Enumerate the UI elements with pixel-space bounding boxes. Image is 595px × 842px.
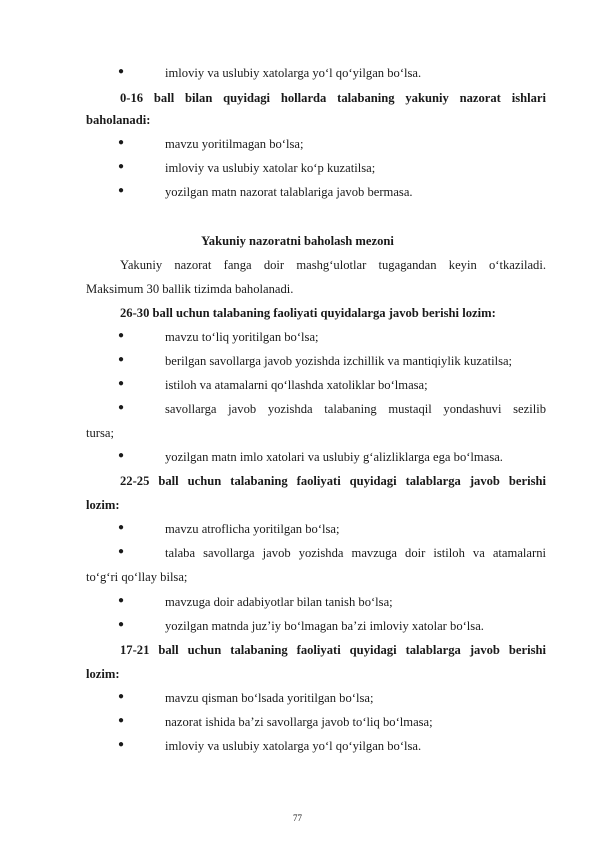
- criteria-heading: 26-30 ball uchun talabaning faoliyati quyidalarga javob berishi lozim:: [120, 306, 496, 320]
- bullet-icon: ●: [118, 546, 125, 557]
- list-item: mavzu yoritilmagan bo‘lsa;: [165, 137, 304, 151]
- list-item: imloviy va uslubiy xatolarga yo‘l qo‘yilgan bo‘lsa.: [165, 739, 422, 753]
- page-number: 77: [293, 813, 302, 823]
- criteria-heading: 17-21 ball uchun talabaning faoliyati quyidagi talablarga javob berishi: [120, 643, 546, 657]
- list-item: talaba savollarga javob yozishda mavzuga doir istiloh va atamalarni: [165, 546, 546, 560]
- list-item: yozilgan matnda juz’iy bo‘lmagan ba’zi imloviy xatolar bo‘lsa.: [165, 619, 484, 633]
- list-item-cont: to‘g‘ri qo‘llay bilsa;: [86, 570, 188, 584]
- bullet-icon: ●: [118, 137, 125, 148]
- list-item-cont: tursa;: [86, 426, 114, 440]
- criteria-heading: 22-25 ball uchun talabaning faoliyati quyidagi talablarga javob berishi: [120, 474, 546, 488]
- bullet-icon: ●: [118, 185, 125, 196]
- list-item: savollarga javob yozishda talabaning mustaqil yondashuvi sezilib: [165, 402, 546, 416]
- bullet-icon: ●: [118, 595, 125, 606]
- paragraph-line: Yakuniy nazorat fanga doir mashg‘ulotlar tugagandan keyin o‘tkaziladi.: [120, 258, 546, 272]
- bullet-icon: ●: [118, 450, 125, 461]
- list-item: yozilgan matn nazorat talablariga javob bermasa.: [165, 185, 413, 199]
- list-item: nazorat ishida ba’zi savollarga javob to‘liq bo‘lmasa;: [165, 715, 433, 729]
- bullet-icon: ●: [118, 619, 125, 630]
- bullet-icon: ●: [118, 354, 125, 365]
- list-item: mavzu qisman bo‘lsada yoritilgan bo‘lsa;: [165, 691, 374, 705]
- section-heading-cont: baholanadi:: [86, 113, 151, 127]
- list-item: yozilgan matn imlo xatolari va uslubiy g‘alizliklarga ega bo‘lmasa.: [165, 450, 503, 464]
- bullet-icon: ●: [118, 522, 125, 533]
- bullet-icon: ●: [118, 161, 125, 172]
- paragraph-line: Maksimum 30 ballik tizimda baholanadi.: [86, 282, 294, 296]
- section-title: Yakuniy nazoratni baholash mezoni: [201, 234, 394, 248]
- list-item: imloviy va uslubiy xatolar ko‘p kuzatilsa;: [165, 161, 376, 175]
- list-item: berilgan savollarga javob yozishda izchillik va mantiqiylik kuzatilsa;: [165, 354, 513, 368]
- section-heading: 0-16 ball bilan quyidagi hollarda talabaning yakuniy nazorat ishlari: [120, 91, 546, 105]
- list-item: mavzu to‘liq yoritilgan bo‘lsa;: [165, 330, 319, 344]
- list-item: mavzuga doir adabiyotlar bilan tanish bo‘lsa;: [165, 595, 393, 609]
- bullet-icon: ●: [118, 66, 125, 77]
- bullet-icon: ●: [118, 739, 125, 750]
- criteria-heading-cont: lozim:: [86, 498, 120, 512]
- list-item: imloviy va uslubiy xatolarga yo‘l qo‘yilgan bo‘lsa.: [165, 66, 422, 80]
- criteria-heading-cont: lozim:: [86, 667, 120, 681]
- bullet-icon: ●: [118, 330, 125, 341]
- bullet-icon: ●: [118, 691, 125, 702]
- list-item: istiloh va atamalarni qo‘llashda xatoliklar bo‘lmasa;: [165, 378, 428, 392]
- bullet-icon: ●: [118, 402, 125, 413]
- bullet-icon: ●: [118, 378, 125, 389]
- list-item: mavzu atroflicha yoritilgan bo‘lsa;: [165, 522, 340, 536]
- bullet-icon: ●: [118, 715, 125, 726]
